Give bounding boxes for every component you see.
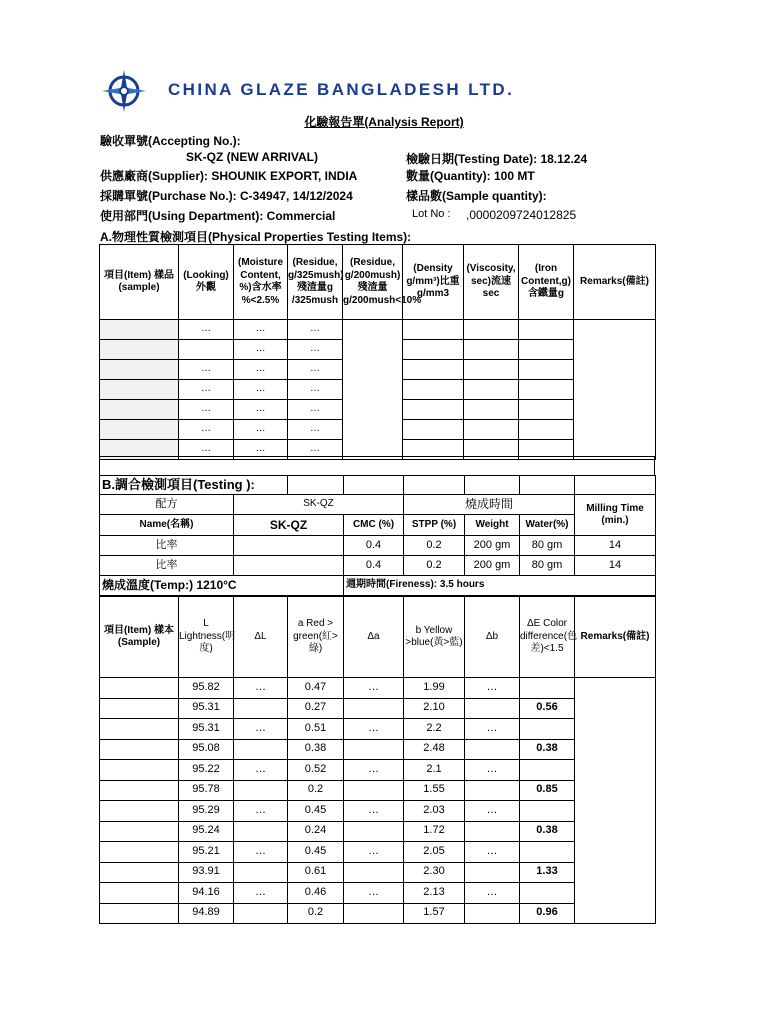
a-value: 0.46 — [288, 883, 344, 904]
delta-a-value: … — [344, 719, 404, 740]
blank-cell — [520, 476, 575, 495]
ratio-row — [100, 556, 656, 576]
header-viscosity: (Viscosity, sec)流速sec — [464, 245, 519, 320]
b-value: 2.30 — [404, 862, 465, 883]
delta-l-value: … — [234, 719, 288, 740]
sample-cell — [100, 760, 179, 781]
table-cell — [403, 340, 464, 360]
residue-merged-cell — [343, 320, 403, 460]
table-cell — [403, 400, 464, 420]
header-a: a Red > green(紅>綠) — [288, 597, 344, 678]
delta-a-value: … — [344, 842, 404, 863]
lightness-value: 95.08 — [179, 739, 234, 760]
delta-a-value — [344, 780, 404, 801]
cmc-value: 0.4 — [344, 536, 404, 556]
header-delta-e: ΔE Color difference(色差)<1.5 — [520, 597, 575, 678]
color-row — [100, 698, 656, 719]
a-value: 0.51 — [288, 719, 344, 740]
testing-table — [99, 475, 656, 596]
table-cell: … — [234, 320, 288, 340]
table-cell — [519, 320, 574, 340]
delta-e-value — [520, 678, 575, 699]
table-cell — [403, 360, 464, 380]
remarks-merged-cell — [574, 320, 656, 460]
delta-b-value: … — [465, 883, 520, 904]
delta-b-value — [465, 739, 520, 760]
delta-a-value: … — [344, 801, 404, 822]
cmc-value: 0.4 — [344, 556, 404, 576]
blank-cell — [344, 476, 404, 495]
temperature: 燒成溫度(Temp:) 1210°C — [100, 576, 344, 596]
table-cell: … — [288, 380, 343, 400]
delta-b-value — [465, 780, 520, 801]
table-cell: … — [288, 440, 343, 460]
color-row — [100, 678, 656, 699]
lightness-value: 93.91 — [179, 862, 234, 883]
sample-cell — [100, 719, 179, 740]
delta-a-value: … — [344, 760, 404, 781]
table-cell — [519, 380, 574, 400]
formula-name: SK-QZ — [234, 495, 404, 515]
table-cell — [100, 380, 179, 400]
table-cell — [464, 420, 519, 440]
header-b: b Yellow >blue(黃>藍) — [404, 597, 465, 678]
delta-e-value: 0.96 — [520, 903, 575, 924]
delta-b-value — [465, 821, 520, 842]
delta-l-value: … — [234, 678, 288, 699]
table-cell — [519, 400, 574, 420]
table-cell: … — [179, 400, 234, 420]
header-color-remarks: Remarks(備註) — [575, 597, 656, 678]
lot-value: ,0000209724012825 — [466, 208, 577, 222]
sample-cell — [100, 698, 179, 719]
sample-cell — [100, 842, 179, 863]
delta-e-value — [520, 842, 575, 863]
blank-cell — [288, 476, 344, 495]
table-cell: … — [179, 320, 234, 340]
weight-value: 200 gm — [465, 536, 520, 556]
cmc-header: CMC (%) — [344, 515, 404, 536]
physical-properties-table — [99, 244, 656, 460]
water-header: Water(%) — [520, 515, 575, 536]
table-cell — [100, 320, 179, 340]
header-delta-a: Δa — [344, 597, 404, 678]
a-value: 0.47 — [288, 678, 344, 699]
delta-a-value: … — [344, 883, 404, 904]
delta-l-value — [234, 903, 288, 924]
table-cell — [464, 400, 519, 420]
sample-cell — [100, 678, 179, 699]
ratio-row — [100, 536, 656, 556]
color-row — [100, 862, 656, 883]
lightness-value: 95.78 — [179, 780, 234, 801]
a-value: 0.61 — [288, 862, 344, 883]
header-delta-b: Δb — [465, 597, 520, 678]
header-iron: (Iron Content,g)含鐵量g — [519, 245, 574, 320]
table-cell — [100, 360, 179, 380]
table-cell — [403, 420, 464, 440]
milling-value: 14 — [575, 556, 656, 576]
lightness-value: 95.22 — [179, 760, 234, 781]
b-value: 2.2 — [404, 719, 465, 740]
water-value: 80 gm — [520, 536, 575, 556]
table-cell: … — [234, 340, 288, 360]
table-cell — [403, 380, 464, 400]
delta-e-value — [520, 883, 575, 904]
lightness-value: 94.16 — [179, 883, 234, 904]
delta-l-value — [234, 698, 288, 719]
company-name: CHINA GLAZE BANGLADESH LTD. — [168, 80, 515, 99]
remarks-merged-cell — [575, 678, 656, 924]
a-value: 0.45 — [288, 842, 344, 863]
color-row — [100, 821, 656, 842]
table-cell — [519, 360, 574, 380]
ratio-label: 比率 — [100, 556, 234, 576]
table-cell — [464, 380, 519, 400]
delta-l-value: … — [234, 883, 288, 904]
a-value: 0.2 — [288, 780, 344, 801]
table-cell: … — [288, 320, 343, 340]
lightness-value: 95.82 — [179, 678, 234, 699]
delta-b-value: … — [465, 719, 520, 740]
delta-e-value: 0.38 — [520, 739, 575, 760]
using-department: 使用部門(Using Department): Commercial — [100, 209, 336, 223]
delta-e-value: 0.38 — [520, 821, 575, 842]
header-lightness: L Lightness(明度) — [179, 597, 234, 678]
table-cell — [464, 360, 519, 380]
table-cell — [464, 340, 519, 360]
table-cell — [403, 320, 464, 340]
delta-e-value — [520, 760, 575, 781]
sample-cell — [100, 739, 179, 760]
delta-l-value — [234, 821, 288, 842]
table-cell — [100, 420, 179, 440]
sample-quantity: 樣品數(Sample quantity): — [406, 189, 547, 203]
table-row — [100, 320, 656, 340]
table-cell: … — [234, 360, 288, 380]
color-table — [99, 596, 656, 924]
b-value: 1.57 — [404, 903, 465, 924]
b-value: 2.03 — [404, 801, 465, 822]
table-cell — [100, 400, 179, 420]
sample-cell — [100, 821, 179, 842]
table-cell: … — [234, 420, 288, 440]
delta-l-value: … — [234, 842, 288, 863]
table-cell: … — [234, 440, 288, 460]
blank-cell — [234, 556, 344, 576]
firing-time-label: 燒成時間 — [404, 495, 575, 515]
a-value: 0.27 — [288, 698, 344, 719]
blank-cell — [465, 476, 520, 495]
header-delta-l: ΔL — [234, 597, 288, 678]
table-cell: … — [234, 400, 288, 420]
table-cell — [464, 320, 519, 340]
lightness-value: 95.21 — [179, 842, 234, 863]
delta-b-value — [465, 903, 520, 924]
delta-l-value: … — [234, 760, 288, 781]
water-value: 80 gm — [520, 556, 575, 576]
delta-b-value: … — [465, 801, 520, 822]
table-cell: … — [288, 420, 343, 440]
color-row — [100, 903, 656, 924]
delta-a-value — [344, 739, 404, 760]
delta-e-value — [520, 719, 575, 740]
stpp-header: STPP (%) — [404, 515, 465, 536]
stpp-value: 0.2 — [404, 556, 465, 576]
header-looking: (Looking) 外觀 — [179, 245, 234, 320]
b-value: 2.48 — [404, 739, 465, 760]
a-value: 0.24 — [288, 821, 344, 842]
delta-b-value: … — [465, 842, 520, 863]
color-row — [100, 739, 656, 760]
table-cell: … — [288, 400, 343, 420]
delta-l-value — [234, 780, 288, 801]
b-value: 2.13 — [404, 883, 465, 904]
delta-a-value — [344, 821, 404, 842]
b-value: 2.1 — [404, 760, 465, 781]
milling-value: 14 — [575, 536, 656, 556]
separator-row — [99, 456, 655, 476]
blank-cell — [234, 536, 344, 556]
color-row — [100, 719, 656, 740]
table-cell: … — [288, 360, 343, 380]
b-value: 2.05 — [404, 842, 465, 863]
sample-cell — [100, 780, 179, 801]
b-value: 2.10 — [404, 698, 465, 719]
header-density: (Density g/mm³)比重g/mm3 — [403, 245, 464, 320]
header-item: 項目(Item) 樣品 (sample) — [100, 245, 179, 320]
accepting-label: 驗收單號(Accepting No.): — [100, 134, 241, 148]
sample-cell — [100, 862, 179, 883]
delta-b-value: … — [465, 760, 520, 781]
section-b-heading: B.調合檢測項目(Testing ): — [100, 476, 288, 495]
milling-time-header: Milling Time (min.) — [575, 495, 656, 536]
delta-a-value — [344, 698, 404, 719]
lightness-value: 95.31 — [179, 698, 234, 719]
table-cell: … — [179, 360, 234, 380]
b-value: 1.99 — [404, 678, 465, 699]
name-value: SK-QZ — [234, 515, 344, 536]
testing-date: 檢驗日期(Testing Date): 18.12.24 — [406, 152, 588, 166]
color-row — [100, 780, 656, 801]
a-value: 0.38 — [288, 739, 344, 760]
company-logo — [100, 68, 148, 114]
color-row — [100, 801, 656, 822]
accepting-value: SK-QZ (NEW ARRIVAL) — [186, 150, 318, 164]
sample-cell — [100, 801, 179, 822]
table-cell: … — [288, 340, 343, 360]
weight-value: 200 gm — [465, 556, 520, 576]
ratio-label: 比率 — [100, 536, 234, 556]
weight-header: Weight — [465, 515, 520, 536]
b-value: 1.55 — [404, 780, 465, 801]
color-row — [100, 883, 656, 904]
delta-b-value: … — [465, 678, 520, 699]
delta-e-value — [520, 801, 575, 822]
quantity: 數量(Quantity): 100 MT — [406, 169, 535, 183]
a-value: 0.2 — [288, 903, 344, 924]
table-cell — [519, 340, 574, 360]
lightness-value: 95.24 — [179, 821, 234, 842]
delta-l-value — [234, 739, 288, 760]
delta-a-value: … — [344, 678, 404, 699]
sample-cell — [100, 903, 179, 924]
table-cell — [519, 420, 574, 440]
separator-cell — [100, 457, 655, 476]
blank-cell — [404, 476, 465, 495]
formula-label: 配方 — [100, 495, 234, 515]
name-label: Name(名稱) — [100, 515, 234, 536]
lightness-value: 95.31 — [179, 719, 234, 740]
table-cell: … — [179, 380, 234, 400]
blank-cell — [575, 476, 656, 495]
table-cell: … — [179, 440, 234, 460]
delta-e-value: 0.56 — [520, 698, 575, 719]
supplier: 供應廠商(Supplier): SHOUNIK EXPORT, INDIA — [100, 169, 358, 183]
header-residue-325: (Residue, g/325mush)殘渣量g /325mush — [288, 245, 343, 320]
lot-label: Lot No : — [412, 208, 451, 220]
header-remarks: Remarks(備註) — [574, 245, 656, 320]
lightness-value: 95.29 — [179, 801, 234, 822]
header-sample: 項目(Item) 樣本(Sample) — [100, 597, 179, 678]
a-value: 0.52 — [288, 760, 344, 781]
table-cell: … — [179, 420, 234, 440]
delta-l-value — [234, 862, 288, 883]
b-value: 1.72 — [404, 821, 465, 842]
table-cell: … — [234, 380, 288, 400]
color-row — [100, 760, 656, 781]
table-cell — [100, 340, 179, 360]
delta-a-value — [344, 903, 404, 924]
sample-cell — [100, 883, 179, 904]
section-a-heading: A.物理性質檢測項目(Physical Properties Testing Items): — [100, 230, 412, 244]
header-residue-200: (Residue, g/200mush)殘渣量g/200mush<10% — [343, 245, 403, 320]
color-row — [100, 842, 656, 863]
report-title: 化驗報告單(Analysis Report) — [304, 115, 464, 129]
delta-a-value — [344, 862, 404, 883]
lightness-value: 94.89 — [179, 903, 234, 924]
delta-b-value — [465, 862, 520, 883]
table-cell — [179, 340, 234, 360]
stpp-value: 0.2 — [404, 536, 465, 556]
fineness: 週期時間(Fireness): 3.5 hours — [344, 576, 656, 596]
a-value: 0.45 — [288, 801, 344, 822]
delta-b-value — [465, 698, 520, 719]
header-moisture: (Moisture Content, %)含水率 %<2.5% — [234, 245, 288, 320]
delta-e-value: 1.33 — [520, 862, 575, 883]
delta-l-value: … — [234, 801, 288, 822]
delta-e-value: 0.85 — [520, 780, 575, 801]
purchase-no: 採購單號(Purchase No.): C-34947, 14/12/2024 — [100, 189, 353, 203]
